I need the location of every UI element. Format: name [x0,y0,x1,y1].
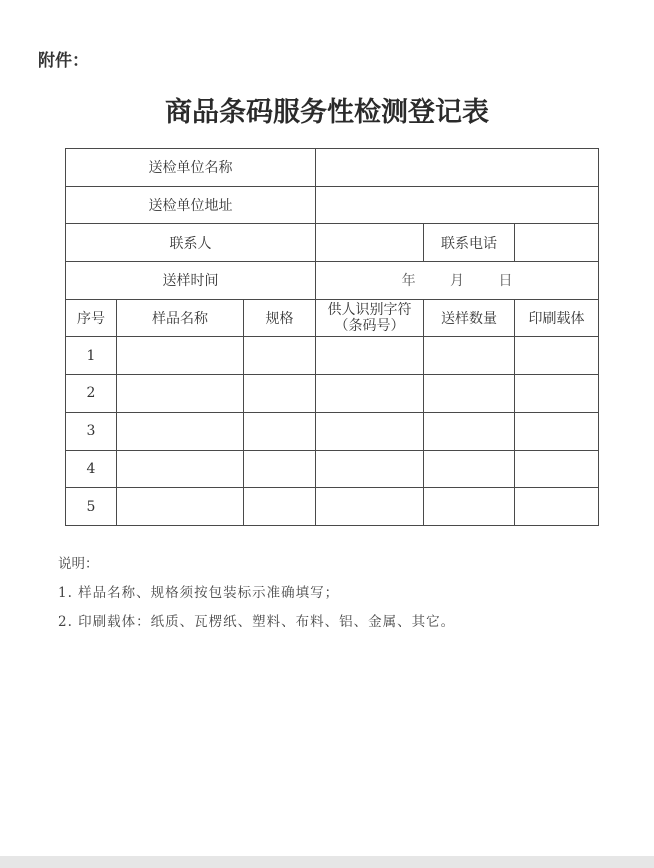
cell-spec[interactable] [244,450,316,488]
cell-spec[interactable] [244,337,316,375]
attachment-label: 附件： [38,51,89,71]
table-row [66,488,599,526]
col-id-code [316,299,424,337]
cell-quantity[interactable] [424,337,515,375]
registration-table [65,148,599,526]
col-carrier: 印刷载体 [515,299,599,337]
phone-field[interactable] [515,224,599,262]
table-row [66,450,599,488]
cell-carrier[interactable] [515,488,599,526]
submitter-address-field[interactable] [316,186,599,224]
cell-quantity[interactable] [424,450,515,488]
row-submitter-name [66,149,599,187]
row-submitter-address [66,186,599,224]
page-bottom-bar [0,856,654,868]
cell-sample-name[interactable] [117,375,244,413]
row-number: 1 [66,337,117,375]
notes-section [58,552,455,639]
cell-quantity[interactable] [424,488,515,526]
submitter-address-label: 送检单位地址 [66,186,316,224]
note-item: 1. 样品名称、规格须按包装标示准确填写； [58,585,340,601]
table-row [66,375,599,413]
col-quantity: 送样数量 [424,299,515,337]
date-day: 日 [498,273,513,290]
cell-quantity[interactable] [424,412,515,450]
contact-label: 联系人 [66,224,316,262]
cell-carrier[interactable] [515,450,599,488]
row-number: 4 [66,450,117,488]
row-number: 3 [66,412,117,450]
cell-sample-name[interactable] [117,488,244,526]
column-header-row [66,299,599,337]
table-row [66,337,599,375]
cell-sample-name[interactable] [117,412,244,450]
date-year: 年 [401,273,416,290]
cell-spec[interactable] [244,488,316,526]
date-month: 月 [450,273,465,290]
page-title: 商品条码服务性检测登记表 [165,97,489,128]
cell-carrier[interactable] [515,337,599,375]
cell-id-code[interactable] [316,337,424,375]
cell-id-code[interactable] [316,412,424,450]
note-item: 2. 印刷载体：纸质、瓦楞纸、塑料、布料、铝、金属、其它。 [58,614,456,630]
date-label: 送样时间 [66,262,316,300]
row-date [66,262,599,300]
cell-carrier[interactable] [515,412,599,450]
col-id-code-line2: （条码号） [334,318,405,335]
col-seq: 序号 [66,299,117,337]
col-spec: 规格 [244,299,316,337]
cell-id-code[interactable] [316,488,424,526]
date-field[interactable] [316,262,599,300]
contact-field[interactable] [316,224,424,262]
row-number: 5 [66,488,117,526]
cell-sample-name[interactable] [117,337,244,375]
cell-id-code[interactable] [316,375,424,413]
phone-label: 联系电话 [424,224,515,262]
cell-sample-name[interactable] [117,450,244,488]
submitter-name-field[interactable] [316,149,599,187]
cell-carrier[interactable] [515,375,599,413]
notes-title: 说明： [58,556,99,572]
row-number: 2 [66,375,117,413]
cell-spec[interactable] [244,412,316,450]
table-row [66,412,599,450]
col-sample-name: 样品名称 [117,299,244,337]
submitter-name-label: 送检单位名称 [66,149,316,187]
cell-quantity[interactable] [424,375,515,413]
cell-spec[interactable] [244,375,316,413]
row-contact [66,224,599,262]
cell-id-code[interactable] [316,450,424,488]
col-id-code-line1: 供人识别字符 [327,302,412,319]
